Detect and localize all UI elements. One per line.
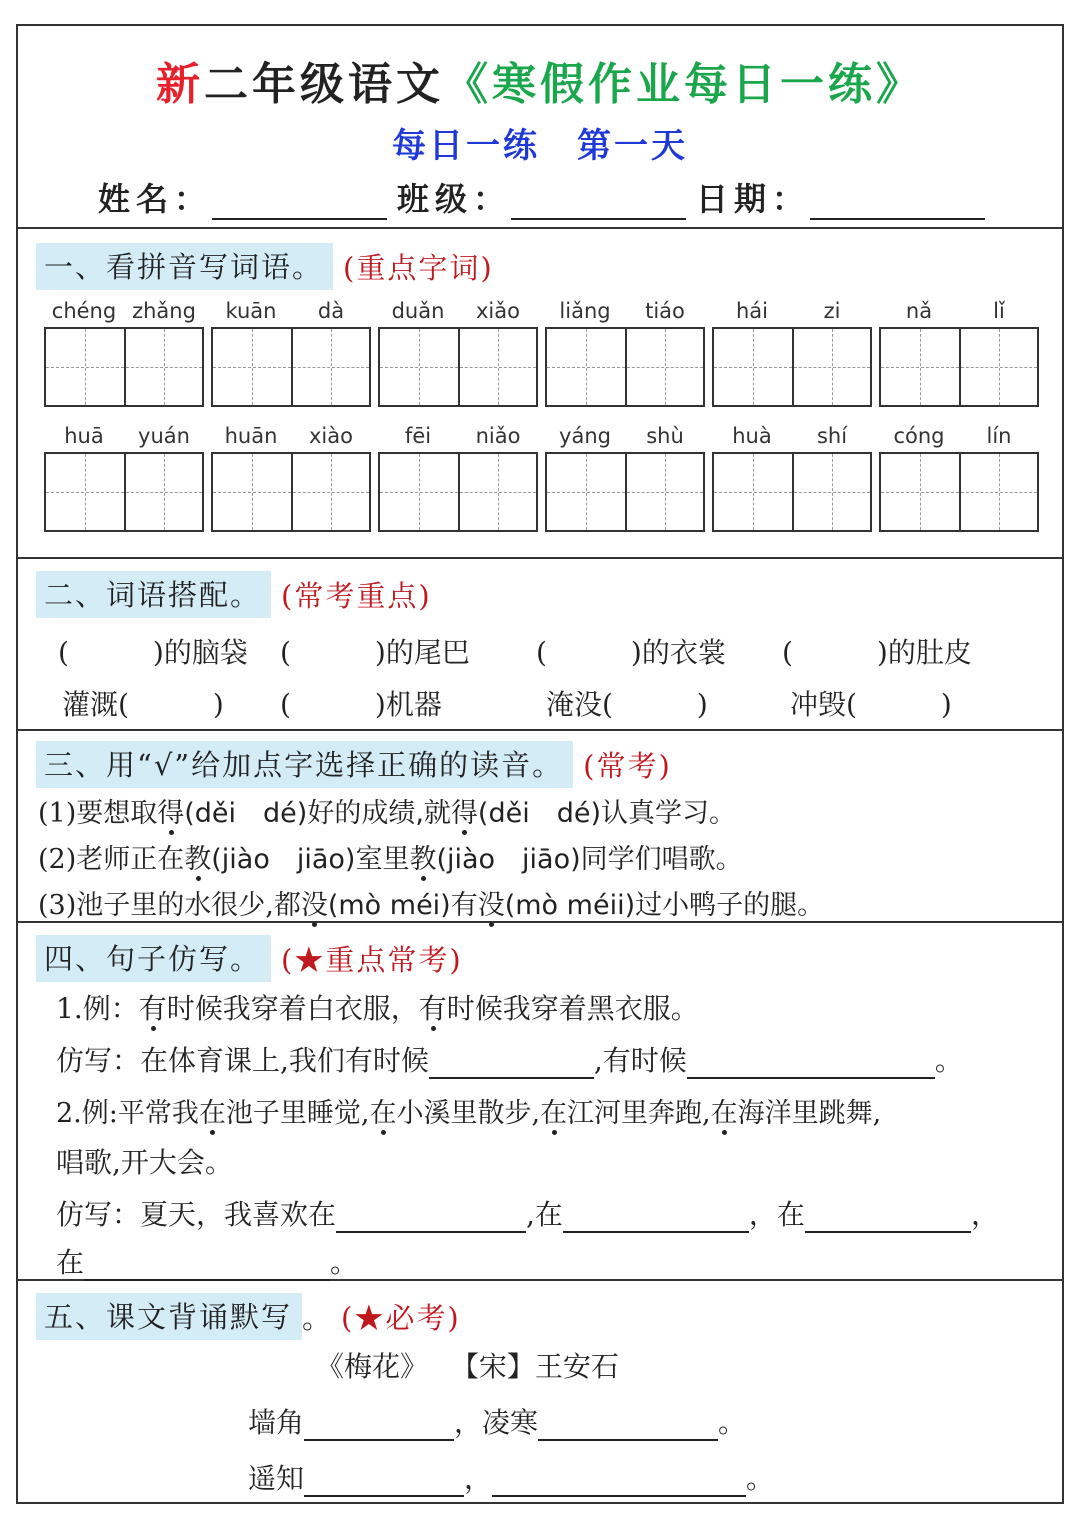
text-segment: (mò méi)有 [327, 890, 478, 921]
section2-tag: (常考重点) [281, 579, 432, 613]
example-1 [56, 987, 699, 1027]
match-item: ( )的肚皮 [782, 636, 972, 669]
writing-box[interactable] [213, 454, 291, 530]
writing-box[interactable] [881, 454, 959, 530]
writing-box[interactable] [547, 329, 625, 405]
dotted-char: 在 [198, 1098, 226, 1129]
text-segment: (jiào jiāo)室里 [211, 844, 410, 875]
pinyin-label: tiáo [645, 299, 685, 323]
section1-title: 一、看拼音写词语。 [36, 243, 333, 290]
section5-title: 五、课文背诵默写 [36, 1293, 302, 1340]
pinyin-label: chéng [51, 299, 117, 323]
match-item: ( )的衣裳 [536, 636, 726, 669]
pinyin-row-1 [44, 299, 1046, 407]
section-sentence-imitation [18, 923, 1062, 1281]
pinyin-label: huà [732, 424, 772, 448]
imitation-2-continued [56, 1241, 358, 1281]
section3-tag: (常考) [583, 749, 672, 783]
pinyin-group [545, 424, 707, 532]
writing-box[interactable] [714, 329, 792, 405]
dotted-char: 在 [369, 1098, 397, 1129]
section4-header [36, 935, 463, 982]
pinyin-group [44, 424, 206, 532]
writing-box[interactable] [625, 329, 703, 405]
text-segment: (3)池子里的水很少,都 [38, 890, 301, 921]
dotted-char: 得 [157, 798, 185, 829]
answer-blank[interactable] [336, 1203, 526, 1233]
pinyin-label: xiào [309, 424, 353, 448]
pinyin-group [712, 299, 874, 407]
pinyin-group [378, 424, 540, 532]
section2-header [36, 571, 432, 618]
match-item: ( )的脑袋 [58, 636, 248, 669]
pronunciation-question-2 [38, 837, 743, 876]
section5-tag: (★必考) [341, 1301, 461, 1335]
text-segment: (jiào jiāo)同学们唱歌。 [436, 844, 743, 875]
section-word-match [18, 559, 1062, 731]
class-field[interactable] [511, 188, 686, 220]
writing-box[interactable] [124, 329, 202, 405]
dotted-char: 在 [710, 1098, 738, 1129]
text-segment: 仿写：在体育课上,我们有时候 [56, 1044, 429, 1077]
dotted-char: 教 [184, 844, 212, 875]
example-2-continued: 唱歌,开大会。 [56, 1146, 233, 1179]
pronunciation-question-3 [38, 883, 824, 922]
text-segment: 时候我穿着白衣服， [166, 992, 419, 1025]
answer-blank[interactable] [304, 1467, 464, 1497]
date-label: 日期： [696, 180, 811, 218]
text-segment: ，凌寒 [454, 1406, 539, 1439]
text-segment: ， [970, 1198, 999, 1231]
writing-box[interactable] [291, 454, 369, 530]
answer-blank[interactable] [805, 1203, 971, 1233]
pinyin-group [712, 424, 874, 532]
text-segment: 。 [934, 1044, 963, 1077]
text-segment: 。 [746, 1462, 775, 1495]
pinyin-row-2 [44, 424, 1046, 532]
match-item: ( )机器 [280, 688, 442, 721]
text-segment: 1.例： [56, 992, 139, 1025]
page-subtitle: 每日一练 第一天 [392, 126, 688, 166]
pinyin-group [44, 299, 206, 407]
example-2 [56, 1091, 881, 1130]
pinyin-group [879, 299, 1041, 407]
pinyin-label: yuán [138, 424, 190, 448]
page-title [18, 48, 1062, 112]
pinyin-label: liǎng [559, 299, 611, 323]
writing-box[interactable] [547, 454, 625, 530]
student-info-row [98, 174, 995, 220]
title-book: 《寒假作业每日一练》 [444, 59, 924, 110]
poem-line-1 [248, 1401, 746, 1441]
match-item: 灌溉( ) [62, 688, 224, 721]
text-segment: (děi dé)好的成绩,就 [184, 798, 451, 829]
text-segment: ,有时候 [593, 1044, 687, 1077]
text-segment: (mò méii)过小鸭子的腿。 [504, 890, 825, 921]
pinyin-label: duǎn [391, 299, 445, 323]
pinyin-label: shù [646, 424, 684, 448]
section5-title-end: 。 [302, 1301, 332, 1335]
pinyin-label: lǐ [993, 299, 1005, 323]
section1-header [36, 243, 494, 290]
section-pronunciation [18, 731, 1062, 923]
match-item: ( )的尾巴 [280, 636, 470, 669]
dotted-char: 有 [418, 992, 447, 1025]
dotted-char: 没 [477, 890, 505, 921]
dotted-char: 得 [450, 798, 478, 829]
imitation-2 [56, 1193, 999, 1233]
pinyin-label: hái [735, 299, 768, 323]
answer-blank[interactable] [687, 1049, 935, 1079]
writing-box[interactable] [881, 329, 959, 405]
text-segment: (1)要想取 [38, 798, 158, 829]
text-segment: (děi dé)认真学习。 [477, 798, 736, 829]
pinyin-label: zhǎng [132, 299, 196, 323]
pinyin-group [879, 424, 1041, 532]
pinyin-group [378, 299, 540, 407]
text-segment: 江河里奔跑, [567, 1098, 711, 1129]
section4-title: 四、句子仿写。 [36, 935, 271, 982]
pinyin-label: yáng [559, 424, 611, 448]
writing-box[interactable] [792, 454, 870, 530]
section5-header [36, 1293, 461, 1340]
writing-box[interactable] [458, 329, 536, 405]
header-section [18, 26, 1062, 229]
writing-box[interactable] [291, 329, 369, 405]
pinyin-label: huā [64, 424, 104, 448]
writing-box[interactable] [124, 454, 202, 530]
pinyin-label: nǎ [905, 299, 933, 323]
answer-blank[interactable] [563, 1203, 749, 1233]
poem-line-2 [248, 1457, 774, 1497]
text-segment: 仿写：夏天，我喜欢在 [56, 1198, 337, 1231]
pinyin-label: fēi [404, 424, 432, 448]
poem-title: 《梅花》 【宋】王安石 [316, 1350, 619, 1383]
answer-blank[interactable] [429, 1049, 594, 1079]
text-segment: 海洋里跳舞, [737, 1098, 882, 1129]
match-item: 冲毁( ) [790, 688, 952, 721]
answer-blank[interactable] [84, 1251, 330, 1281]
date-field[interactable] [810, 188, 985, 220]
dotted-char: 在 [540, 1098, 568, 1129]
writing-box[interactable] [46, 329, 124, 405]
section-pinyin [18, 229, 1062, 559]
writing-box[interactable] [380, 454, 458, 530]
text-segment: 在 [56, 1246, 85, 1279]
dotted-char: 教 [409, 844, 437, 875]
text-segment: 时候我穿着黑衣服。 [446, 992, 699, 1025]
pinyin-label: huān [224, 424, 278, 448]
section1-tag: (重点字词) [343, 251, 494, 285]
section-recitation [18, 1281, 1062, 1506]
text-segment: (2)老师正在 [38, 844, 185, 875]
match-item: 淹没( ) [546, 688, 708, 721]
pinyin-label: cóng [893, 424, 945, 448]
writing-box[interactable] [213, 329, 291, 405]
pinyin-group [211, 424, 373, 532]
text-segment: ，在 [748, 1198, 805, 1231]
writing-box[interactable] [959, 454, 1037, 530]
answer-blank[interactable] [538, 1411, 718, 1441]
pronunciation-question-1 [38, 791, 736, 830]
title-grade: 二年级语文 [204, 59, 444, 110]
text-segment: 墙角 [248, 1406, 305, 1439]
name-field[interactable] [212, 188, 387, 220]
section3-header [36, 741, 672, 788]
class-label: 班级： [397, 180, 512, 218]
imitation-1 [56, 1039, 963, 1079]
pinyin-label: niǎo [475, 424, 521, 448]
pinyin-label: xiǎo [476, 299, 520, 323]
writing-box[interactable] [625, 454, 703, 530]
name-label: 姓名： [98, 180, 213, 218]
dotted-char: 有 [138, 992, 167, 1025]
worksheet [16, 24, 1064, 1504]
text-segment: 遥知 [248, 1462, 305, 1495]
text-segment: ， [464, 1462, 493, 1495]
pinyin-label: kuān [225, 299, 277, 323]
dotted-char: 没 [300, 890, 328, 921]
pinyin-label: shí [816, 424, 848, 448]
writing-box[interactable] [714, 454, 792, 530]
writing-box[interactable] [792, 329, 870, 405]
section3-title: 三、用“√”给加点字选择正确的读音。 [36, 741, 573, 788]
writing-box[interactable] [380, 329, 458, 405]
text-segment: 池子里睡觉, [225, 1098, 370, 1129]
text-segment: 小溪里散步, [396, 1098, 541, 1129]
pinyin-label: lín [986, 424, 1012, 448]
pinyin-group [211, 299, 373, 407]
text-segment: ,在 [526, 1198, 563, 1231]
writing-box[interactable] [959, 329, 1037, 405]
pinyin-group [545, 299, 707, 407]
text-segment: 。 [718, 1406, 747, 1439]
text-segment: 2.例:平常我 [56, 1098, 199, 1129]
text-segment: 。 [330, 1246, 359, 1279]
pinyin-label: zi [823, 299, 841, 323]
writing-box[interactable] [46, 454, 124, 530]
section2-title: 二、词语搭配。 [36, 571, 271, 618]
title-new: 新 [156, 59, 204, 110]
answer-blank[interactable] [304, 1411, 454, 1441]
section4-tag: (★重点常考) [281, 943, 463, 977]
pinyin-label: dà [317, 299, 345, 323]
writing-box[interactable] [458, 454, 536, 530]
answer-blank[interactable] [492, 1467, 746, 1497]
